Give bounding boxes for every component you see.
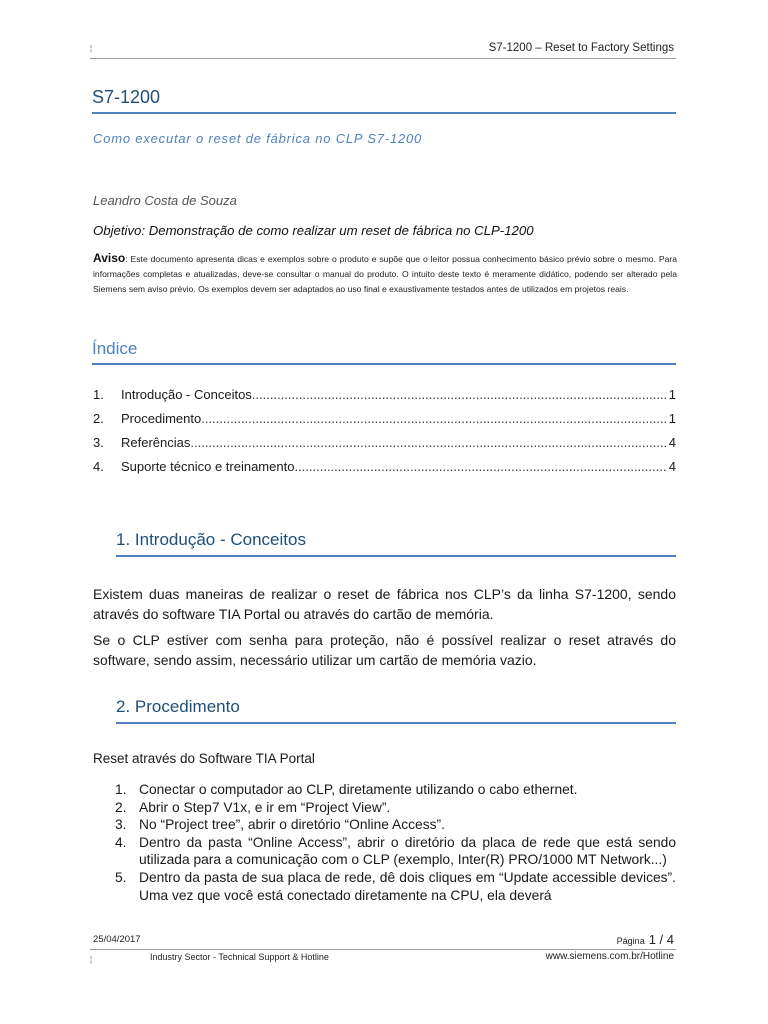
toc-label: Procedimento bbox=[121, 411, 202, 426]
toc-label: Suporte técnico e treinamento bbox=[121, 459, 295, 474]
list-item bbox=[115, 799, 676, 817]
section-2-subheading: Reset através do Software TIA Portal bbox=[93, 751, 315, 766]
list-item bbox=[115, 816, 676, 834]
toc-item[interactable] bbox=[93, 387, 676, 402]
toc-leader bbox=[190, 435, 666, 450]
list-item bbox=[115, 781, 676, 799]
step-number: 3. bbox=[115, 817, 127, 833]
header-divider bbox=[90, 58, 676, 59]
section-1-heading: 1. Introdução - Conceitos bbox=[116, 530, 306, 549]
footer-page-number bbox=[617, 932, 674, 947]
footer-page-label: Página bbox=[616, 936, 645, 946]
toc-number: 4. bbox=[93, 459, 104, 474]
toc-page: 4 bbox=[668, 459, 676, 474]
section-1-rule bbox=[116, 555, 676, 557]
footer-page-value: 1 / 4 bbox=[648, 932, 674, 947]
objective-text: Objetivo: Demonstração de como realizar um reset de fábrica no CLP-1200 bbox=[93, 223, 534, 238]
index-heading: Índice bbox=[92, 339, 138, 358]
step-text: Dentro da pasta de sua placa de rede, dê dois cliques em “Update accessible devices”. Uma vez que você está conectado diretamente na CPU, ela deverá bbox=[139, 869, 676, 903]
toc-label: Referências bbox=[121, 435, 191, 450]
footer-sector: Industry Sector - Technical Support & Hotline bbox=[150, 952, 329, 962]
section-2-rule bbox=[116, 722, 676, 724]
toc-leader bbox=[201, 411, 667, 426]
toc-item[interactable] bbox=[93, 435, 676, 450]
toc-leader bbox=[252, 387, 667, 402]
toc-item[interactable] bbox=[93, 411, 676, 426]
header-marker: ¦ bbox=[90, 44, 93, 53]
toc-label: Introdução - Conceitos bbox=[121, 387, 252, 402]
toc-leader bbox=[294, 459, 666, 474]
toc-page: 4 bbox=[668, 435, 676, 450]
section-2-heading: 2. Procedimento bbox=[116, 697, 240, 716]
toc-number: 2. bbox=[93, 411, 104, 426]
warning-text: : Este documento apresenta dicas e exemplos sobre o produto e supõe que o leitor possua conhecimento básico prévio sobre o mesmo. Para informações completas e atualizadas, deve-se consultar o manual do produto. O intuito deste texto é meramente didático, podendo ser alterado pela Siemens sem aviso prévio. Os exemplos devem ser adaptados ao uso final e exaustivamente testados antes de utilizados em projetos reais. bbox=[93, 254, 677, 295]
warning-label: Aviso bbox=[93, 251, 126, 265]
step-text: No “Project tree”, abrir o diretório “Online Access”. bbox=[139, 817, 445, 833]
step-number: 4. bbox=[115, 834, 127, 850]
warning-block bbox=[93, 251, 677, 298]
step-number: 5. bbox=[115, 869, 127, 885]
footer-date: 25/04/2017 bbox=[93, 934, 141, 945]
step-text: Conectar o computador ao CLP, diretamente utilizando o cabo ethernet. bbox=[139, 782, 578, 797]
section-1-paragraph-2: Se o CLP estiver com senha para proteção, não é possível realizar o reset através do software, sendo assim, necessário utilizar um cartão de memória vazio. bbox=[93, 632, 676, 668]
step-number: 2. bbox=[115, 799, 127, 815]
author-name: Leandro Costa de Souza bbox=[93, 193, 237, 208]
footer-divider bbox=[90, 949, 676, 950]
step-number: 1. bbox=[115, 782, 127, 797]
toc-number: 1. bbox=[93, 387, 104, 402]
section-1-paragraph-1: Existem duas maneiras de realizar o reset de fábrica nos CLP’s da linha S7-1200, sendo através do software TIA Portal ou através do cartão de memória. bbox=[93, 586, 676, 622]
toc-item[interactable] bbox=[93, 459, 676, 474]
document-title: S7-1200 bbox=[92, 87, 161, 107]
step-text: Abrir o Step7 V1x, e ir em “Project View”. bbox=[139, 799, 391, 815]
list-item bbox=[115, 869, 676, 904]
header-title: S7-1200 – Reset to Factory Settings bbox=[488, 42, 674, 54]
list-item bbox=[115, 834, 676, 869]
title-rule bbox=[92, 112, 676, 114]
steps-list bbox=[115, 781, 676, 904]
footer-marker: ¦ bbox=[90, 955, 93, 964]
document-subtitle: Como executar o reset de fábrica no CLP S7-1200 bbox=[93, 131, 423, 146]
toc-page: 1 bbox=[668, 411, 676, 426]
footer-url[interactable]: www.siemens.com.br/Hotline bbox=[545, 951, 674, 962]
toc-number: 3. bbox=[93, 435, 104, 450]
index-rule bbox=[92, 363, 676, 365]
step-text: Dentro da pasta “Online Access”, abrir o diretório da placa de rede que está sendo utilizada para a comunicação com o CLP (exemplo, Inter(R) PRO/1000 MT Network...) bbox=[139, 834, 676, 868]
toc-page: 1 bbox=[668, 387, 676, 402]
